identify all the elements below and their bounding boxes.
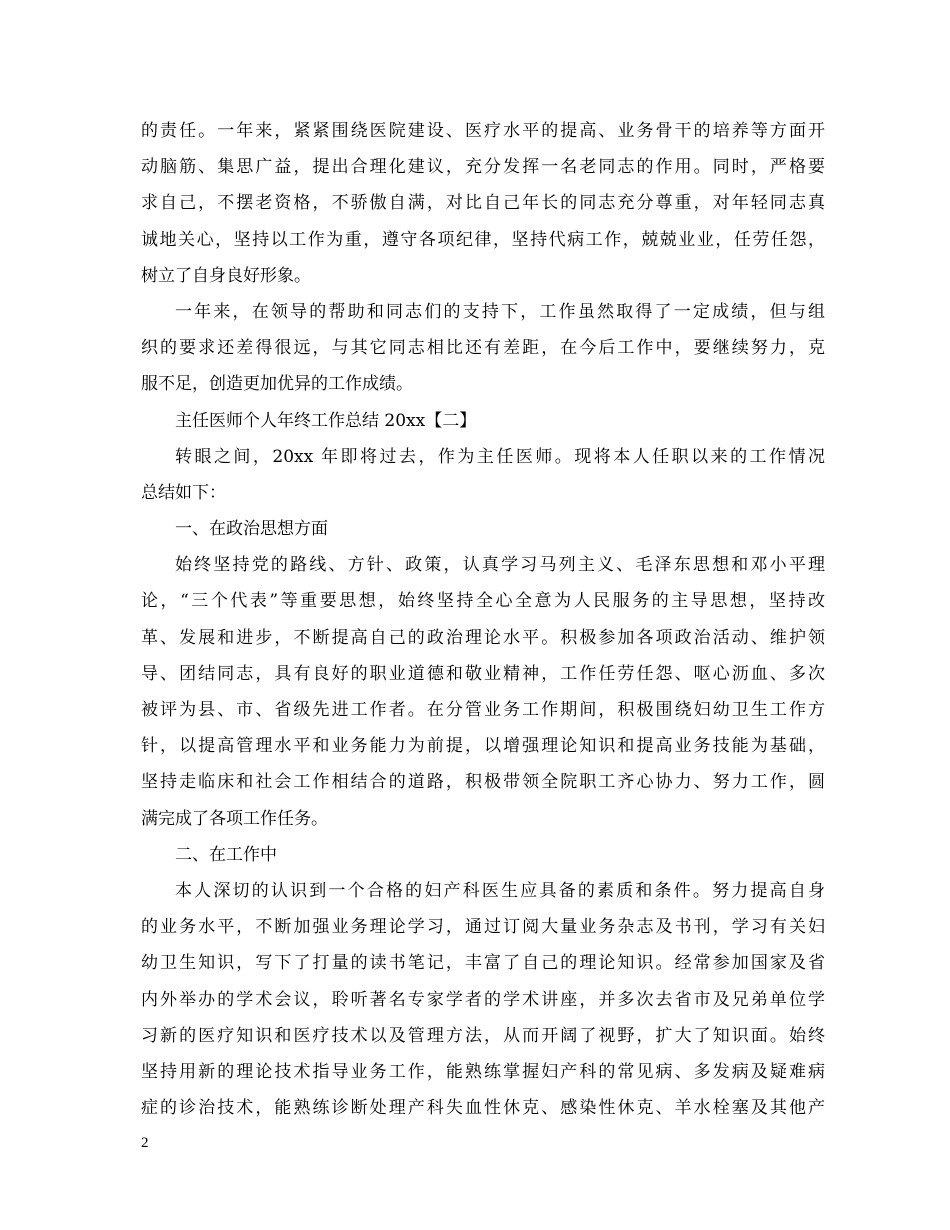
text-line: 习新的医疗知识和医疗技术以及管理方法，从而开阔了视野，扩大了知识面。始终 [141,1025,825,1046]
document-body [141,113,825,1126]
text-line: 针，以提高管理水平和业务能力为前提，以增强理论知识和提高业务技能为基础， [141,736,825,757]
text-line: 主任医师个人年终工作总结 20xx【二】 [175,410,477,431]
text-line: 导、团结同志，具有良好的职业道德和敬业精神，工作任劳任怨、呕心沥血、多次 [141,663,825,684]
text-line: 一、在政治思想方面 [175,519,328,540]
text-line: 内外举办的学术会议，聆听著名专家学者的学术讲座，并多次去省市及兄弟单位学 [141,989,825,1010]
text-line: 始终坚持党的路线、方针、政策，认真学习马列主义、毛泽东思想和邓小平理 [175,555,825,576]
text-line: 一年来，在领导的帮助和同志们的支持下，工作虽然取得了一定成绩，但与组 [175,301,825,322]
text-line: 幼卫生知识，写下了打量的读书笔记，丰富了自己的理论知识。经常参加国家及省 [141,953,825,974]
text-line: 被评为县、市、省级先进工作者。在分管业务工作期间，积极围绕妇幼卫生工作方 [141,700,825,720]
text-line: 的业务水平，不断加强业务理论学习，通过订阅大量业务杂志及书刊，学习有关妇 [141,917,825,938]
page-number: 2 [141,1135,149,1151]
text-line: 坚持用新的理论技术指导业务工作，能熟练掌握妇产科的常见病、多发病及疑难病 [141,1061,825,1082]
text-line: 二、在工作中 [175,844,277,865]
text-line: 总结如下： [141,482,226,503]
text-line: 诚地关心，坚持以工作为重，遵守各项纪律，坚持代病工作，兢兢业业，任劳任怨， [141,229,825,250]
text-line: 坚持走临床和社会工作相结合的道路，积极带领全院职工齐心协力、努力工作，圆 [141,772,825,793]
text-line: 织的要求还差得很远，与其它同志相比还有差距，在今后工作中，要继续努力，克 [141,338,825,359]
text-line: 革、发展和进步，不断提高自己的政治理论水平。积极参加各项政治活动、维护领 [141,627,825,648]
text-line: 树立了自身良好形象。 [141,265,311,286]
text-line: 动脑筋、集思广益，提出合理化建议，充分发挥一名老同志的作用。同时，严格要 [141,157,825,178]
text-line: 求自己，不摆老资格，不骄傲自满，对比自己年长的同志充分尊重，对年轻同志真 [141,193,825,214]
text-line: 的责任。一年来，紧紧围绕医院建设、医疗水平的提高、业务骨干的培养等方面开 [141,121,825,141]
text-line: 本人深切的认识到一个合格的妇产科医生应具备的素质和条件。努力提高自身 [175,880,825,901]
text-line: 转眼之间，20xx 年即将过去，作为主任医师。现将本人任职以来的工作情况 [175,446,825,467]
text-line: 论，“三个代表”等重要思想，始终坚持全心全意为人民服务的主导思想，坚持改 [141,591,825,612]
text-line: 服不足，创造更加优异的工作成绩。 [141,374,413,395]
text-line: 症的诊治技术，能熟练诊断处理产科失血性休克、感染性休克、羊水栓塞及其他产 [141,1098,825,1119]
text-line: 满完成了各项工作任务。 [141,808,328,829]
